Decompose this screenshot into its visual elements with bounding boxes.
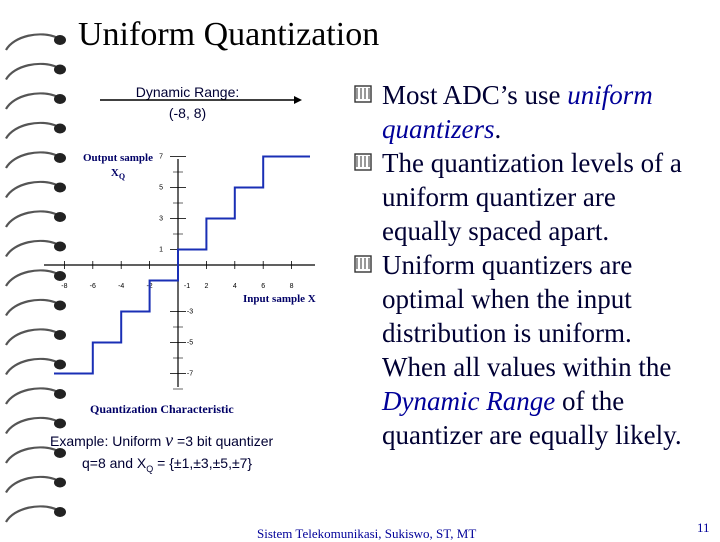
x-tick-label: 8 bbox=[289, 283, 294, 290]
example-suffix: =3 bit quantizer bbox=[173, 433, 274, 449]
chart-caption: Quantization Characteristic bbox=[90, 402, 234, 416]
bullet1-text: Most ADC’s use bbox=[382, 80, 568, 110]
y-axis-label-line1: Output sample bbox=[83, 152, 153, 164]
y-tick-label: 3 bbox=[159, 215, 163, 223]
y-axis-label-var: X bbox=[110, 166, 119, 179]
x-tick-label: 4 bbox=[232, 283, 237, 290]
bullet1-tail: . bbox=[494, 114, 502, 144]
y-tick-label: -7 bbox=[186, 370, 194, 378]
y-axis-label-line2 bbox=[76, 166, 160, 183]
x-tick-label: -4 bbox=[118, 283, 125, 290]
binder-ring-bullet-icon bbox=[352, 151, 374, 173]
example2-sub: Q bbox=[146, 463, 154, 474]
x-axis-label: Input sample X bbox=[243, 293, 316, 305]
example-line1 bbox=[50, 430, 273, 451]
example-prefix: Example: Uniform bbox=[50, 433, 166, 449]
x-tick-label: -2 bbox=[146, 283, 153, 290]
bullet2-text: The quantization levels of a uniform quantizer are equally spaced apart. bbox=[382, 148, 682, 246]
example-line2 bbox=[82, 455, 252, 474]
arrowhead-icon bbox=[294, 96, 302, 104]
nu-symbol: ν bbox=[165, 430, 174, 450]
x-tick-label: -1 bbox=[183, 283, 191, 290]
bullet-item bbox=[352, 248, 702, 452]
x-tick-label: -6 bbox=[89, 283, 96, 290]
x-tick-label: 6 bbox=[261, 283, 266, 290]
bullet1-emph: uniform quantizers bbox=[382, 80, 653, 144]
y-tick-label: 7 bbox=[159, 153, 163, 161]
bullet-item bbox=[352, 146, 702, 248]
bullet-item bbox=[352, 78, 702, 146]
y-tick-label: 1 bbox=[159, 246, 163, 254]
dynamic-range-line1: Dynamic Range: bbox=[135, 84, 240, 100]
bullet3-tail: of the quantizer are equally likely. bbox=[382, 386, 682, 450]
footer-text: Sistem Telekomunikasi, Sukiswo, ST, MT bbox=[257, 526, 477, 541]
y-axis-label-sub: Q bbox=[118, 172, 126, 182]
bullet3-emph: Dynamic Range bbox=[382, 386, 556, 416]
slide-title: Uniform Quantization bbox=[78, 16, 380, 53]
bullet-list bbox=[352, 78, 702, 452]
x-tick-label: 2 bbox=[204, 283, 209, 290]
example2-prefix: q=8 and X bbox=[82, 455, 147, 471]
y-tick-label: -3 bbox=[186, 308, 194, 316]
dynamic-range-line2: (-8, 8) bbox=[168, 105, 207, 121]
y-axis-label bbox=[76, 151, 160, 183]
bullet3-text: Uniform quantizers are optimal when the input distribution is uniform. When all values within the bbox=[382, 250, 672, 382]
binder-ring-bullet-icon bbox=[352, 253, 374, 275]
x-tick-label: -8 bbox=[61, 283, 68, 290]
binder-ring-bullet-icon bbox=[352, 83, 374, 105]
example2-suffix: = {±1,±3,±5,±7} bbox=[153, 455, 253, 471]
y-tick-label: 5 bbox=[159, 184, 163, 192]
y-tick-label: -5 bbox=[186, 339, 194, 347]
page-number: 11 bbox=[697, 520, 710, 535]
